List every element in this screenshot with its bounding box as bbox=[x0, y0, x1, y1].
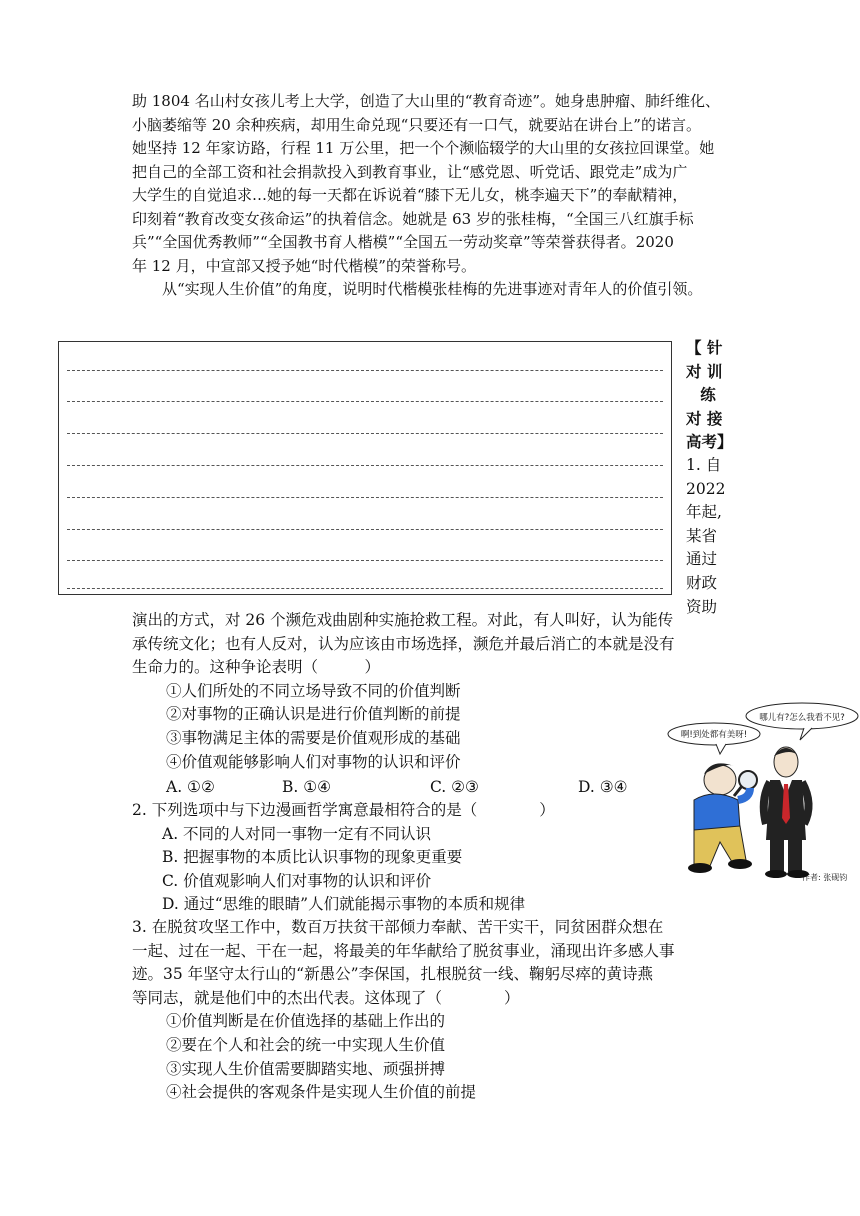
q2-option-c[interactable]: C. 价值观影响人们对事物的认识和评价 bbox=[162, 871, 432, 890]
q1-option-d[interactable]: D. ③④ bbox=[578, 778, 628, 796]
intro-paragraph bbox=[132, 90, 742, 302]
q1-side-line: 年起, bbox=[686, 503, 722, 522]
cartoon-illustration bbox=[654, 700, 860, 882]
answer-box[interactable] bbox=[58, 341, 672, 595]
answer-line bbox=[67, 433, 663, 434]
intro-line: 小脑萎缩等 20 余种疾病，却用生命兑现“只要还有一口气，就要站在讲台上”的诺言。 bbox=[132, 115, 701, 134]
speech-bubble-left-text: 啊!到处都有美呀! bbox=[680, 730, 748, 740]
speech-bubble-right-text: 哪儿有?怎么我看不见? bbox=[759, 713, 845, 723]
q2-option-a[interactable]: A. 不同的人对同一事物一定有不同认识 bbox=[162, 824, 432, 843]
question-3 bbox=[132, 916, 742, 1105]
q1-side-line: 财政 bbox=[686, 573, 718, 592]
q1-line: 演出的方式，对 26 个濒危戏曲剧种实施抢救工程。对此，有人叫好，认为能传 bbox=[132, 611, 674, 629]
q1-statement: ③事物满足主体的需要是价值观形成的基础 bbox=[166, 728, 461, 747]
q1-side-line: 2022 bbox=[686, 479, 726, 498]
q1-statement: ①人们所处的不同立场导致不同的价值判断 bbox=[166, 681, 461, 700]
section-header-line: 高考】 bbox=[686, 432, 733, 452]
q1-statement: ②对事物的正确认识是进行价值判断的前提 bbox=[166, 705, 461, 724]
answer-line bbox=[67, 370, 663, 371]
q3-line: 等同志，就是他们中的杰出代表。这体现了（ ） bbox=[132, 988, 520, 1007]
cartoon-author: 作者: 张砚钧 bbox=[802, 873, 848, 882]
section-header-line: 对 训 bbox=[686, 361, 723, 381]
q3-line: 一起、过在一起、干在一起，将最美的年华献给了脱贫事业，涌现出许多感人事 bbox=[132, 941, 675, 960]
answer-line bbox=[67, 560, 663, 561]
q1-option-c[interactable]: C. ②③ bbox=[430, 778, 479, 796]
q2-option-b[interactable]: B. 把握事物的本质比认识事物的现象更重要 bbox=[162, 848, 463, 867]
section-header-line: 练 bbox=[700, 385, 716, 405]
question-1 bbox=[132, 609, 742, 774]
q3-statement: ④社会提供的客观条件是实现人生价值的前提 bbox=[166, 1083, 477, 1102]
man-with-magnifier bbox=[688, 763, 757, 873]
q1-option-b[interactable]: B. ①④ bbox=[282, 778, 332, 796]
answer-line bbox=[67, 588, 663, 589]
intro-line: 印刻着“教育改变女孩命运”的执着信念。她就是 63 岁的张桂梅，“全国三八红旗手标 bbox=[132, 209, 694, 228]
intro-line: 助 1804 名山村女孩儿考上大学，创造了大山里的“教育奇迹”。她身患肿瘤、肺纤维化、 bbox=[132, 92, 721, 110]
q2-option-d[interactable]: D. 通过“思维的眼睛”人们就能揭示事物的本质和规律 bbox=[162, 895, 526, 914]
q1-line: 承传统文化；也有人反对，认为应该由市场选择，濒危并最后消亡的本就是没有 bbox=[132, 634, 675, 653]
intro-line: 年 12 月，中宣部又授予她“时代楷模”的荣誉称号。 bbox=[132, 256, 476, 275]
q2-stem: 2. 下列选项中与下边漫画哲学寓意最相符合的是（ ） bbox=[132, 801, 555, 819]
q1-side-line: 某省 bbox=[686, 526, 718, 545]
q3-line: 3. 在脱贫攻坚工作中，数百万扶贫干部倾力奉献、苦干实干，同贫困群众想在 bbox=[132, 918, 664, 936]
question-2 bbox=[132, 799, 742, 917]
intro-line: 把自己的全部工资和社会捐款投入到教育事业，让“感党恩、听党话、跟党走”成为广 bbox=[132, 162, 688, 181]
section-header-line: 【 针 bbox=[686, 338, 723, 357]
answer-line bbox=[67, 401, 663, 402]
q1-option-a[interactable]: A. ①② bbox=[166, 778, 215, 796]
intro-line: 兵”“全国优秀教师”“全国教书育人楷模”“全国五一劳动奖章”等荣誉获得者。2020 bbox=[132, 233, 674, 251]
answer-line bbox=[67, 529, 663, 530]
q1-side-line: 资助 bbox=[686, 597, 718, 616]
q3-statement: ①价值判断是在价值选择的基础上作出的 bbox=[166, 1012, 446, 1031]
answer-line bbox=[67, 497, 663, 498]
answer-line bbox=[67, 465, 663, 466]
q1-side-line: 通过 bbox=[686, 550, 718, 569]
side-column bbox=[686, 336, 733, 619]
intro-question: 从“实现人生价值”的角度，说明时代楷模张桂梅的先进事迹对青年人的价值引领。 bbox=[162, 280, 703, 298]
q1-side-line: 1. 自 bbox=[686, 455, 722, 474]
section-header-line: 对 接 bbox=[686, 408, 723, 428]
q3-statement: ③实现人生价值需要脚踏实地、顽强拼搏 bbox=[166, 1059, 446, 1078]
q1-statement: ④价值观能够影响人们对事物的认识和评价 bbox=[166, 752, 461, 771]
q3-statement: ②要在个人和社会的统一中实现人生价值 bbox=[166, 1035, 446, 1054]
man-in-suit bbox=[764, 747, 809, 878]
intro-line: 大学生的自觉追求…她的每一天都在诉说着“膝下无儿女，桃李遍天下”的奉献精神， bbox=[132, 186, 688, 204]
q1-line: 生命力的。这种争论表明（ ） bbox=[132, 658, 381, 677]
q3-line: 迹。35 年坚守太行山的“新愚公”李保国，扎根脱贫一线、鞠躬尽瘁的黄诗燕 bbox=[132, 965, 654, 984]
intro-line: 她坚持 12 年家访路，行程 11 万公里，把一个个濒临辍学的大山里的女孩拉回课堂。她 bbox=[132, 139, 715, 157]
